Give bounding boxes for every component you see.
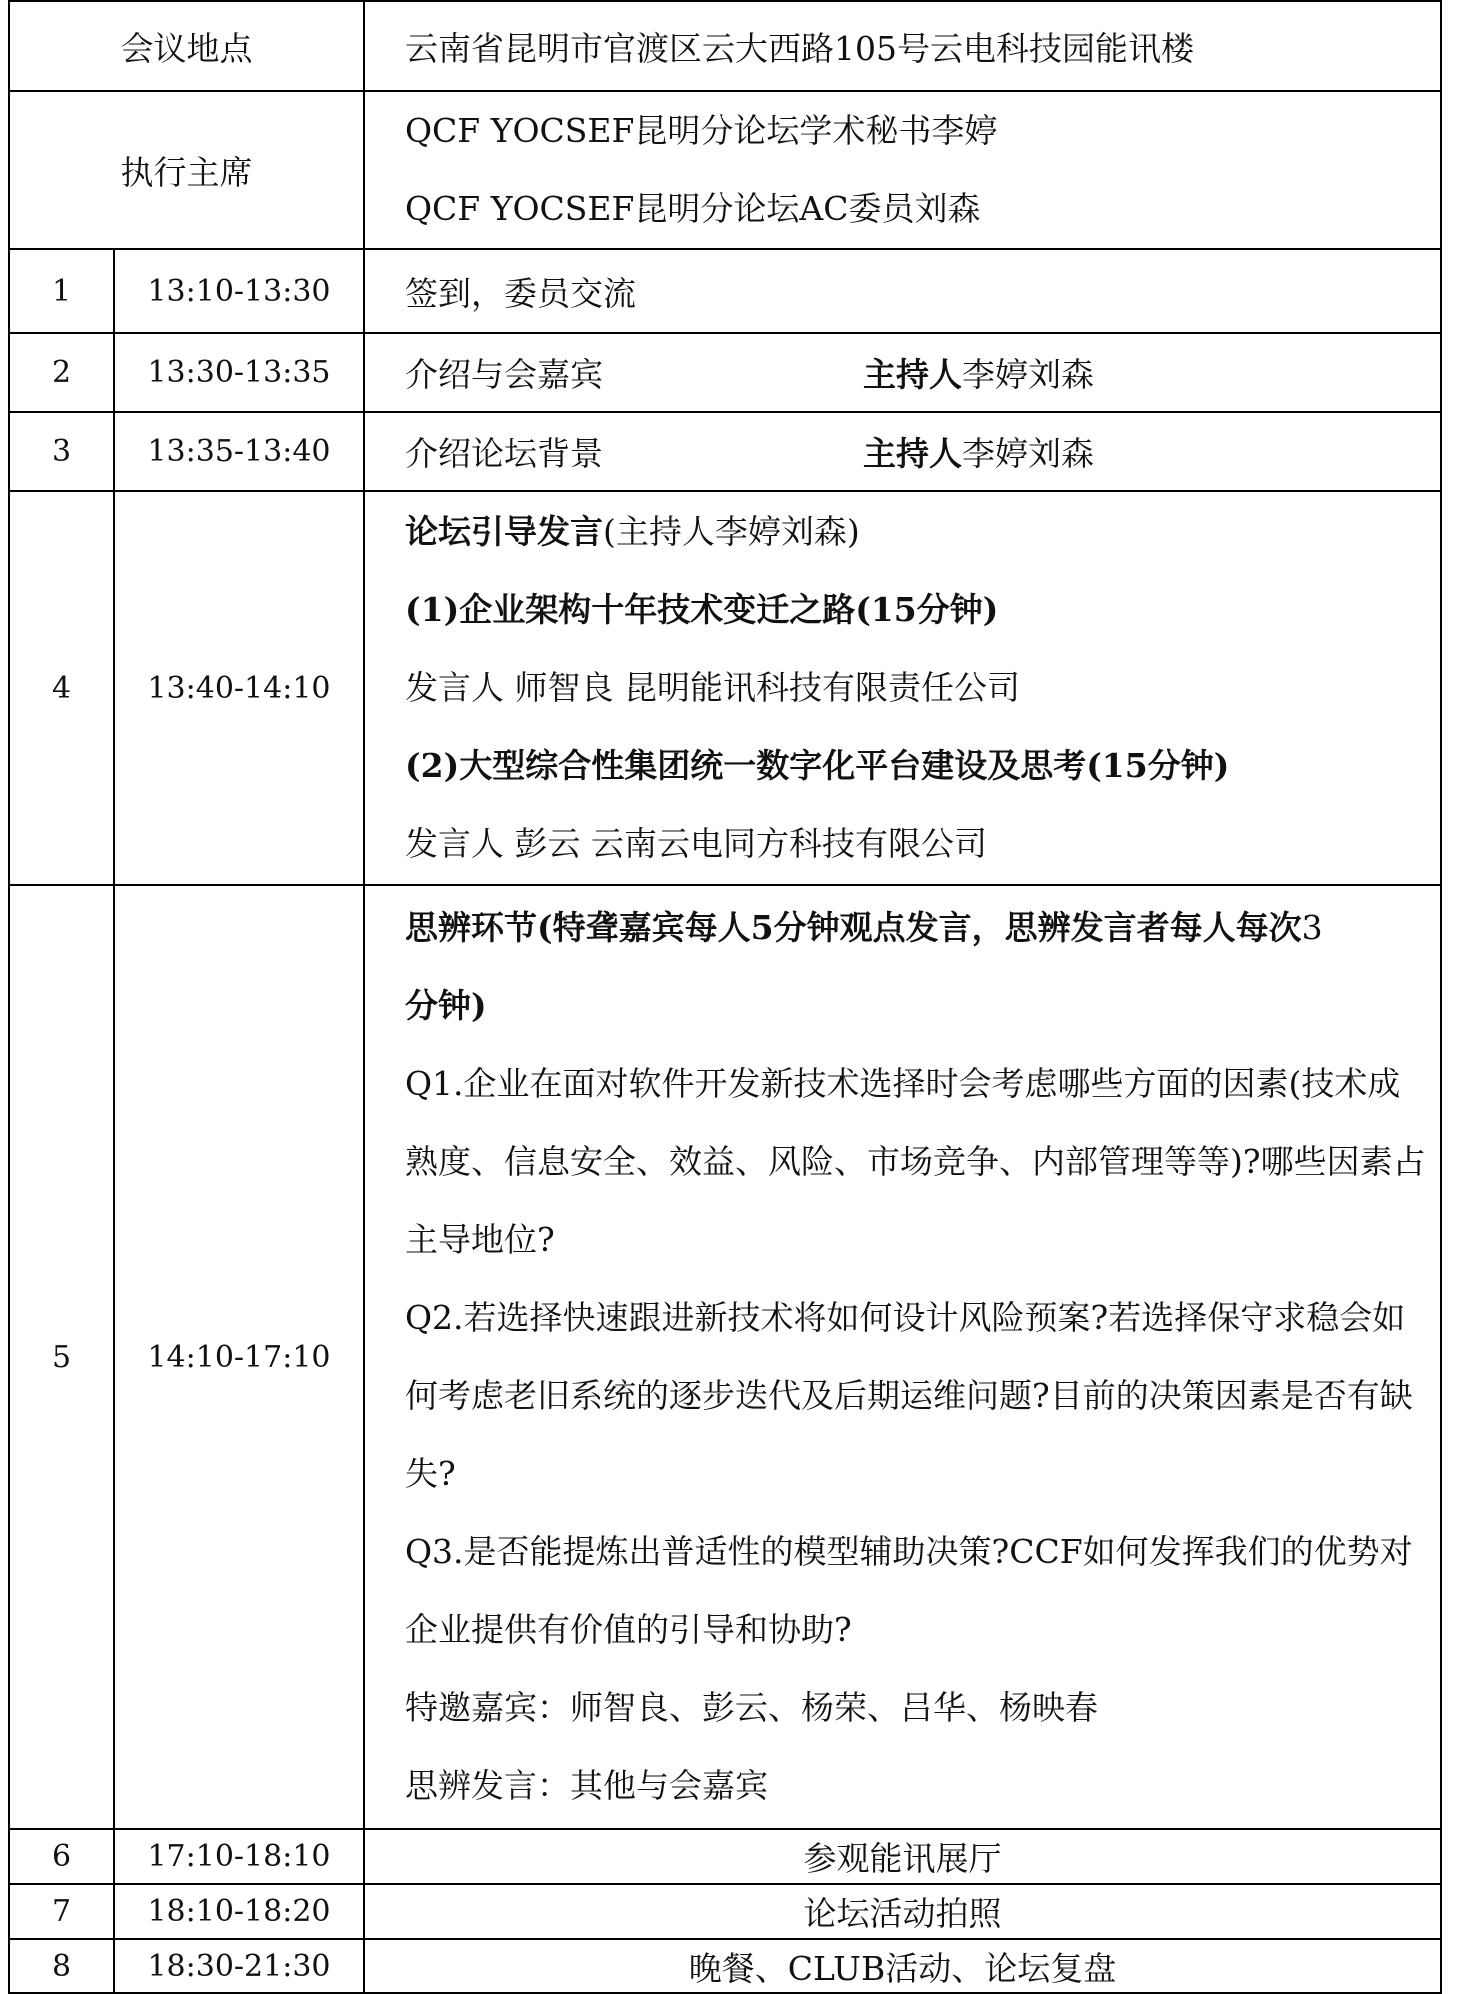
chair-line: QCF YOCSEF昆明分论坛AC委员刘森 [405, 189, 981, 228]
venue-row [9, 1, 1441, 91]
table-row [9, 249, 1441, 333]
row-time: 13:10-13:30 [114, 249, 364, 333]
session-title [405, 493, 1440, 571]
row-content [364, 885, 1441, 1829]
row-text: 参观能讯展厅 [364, 1829, 1441, 1884]
table-row [9, 1939, 1441, 1993]
row-time: 13:40-14:10 [114, 491, 364, 885]
chairs-list [364, 91, 1441, 249]
row-text: 晚餐、CLUB活动、论坛复盘 [364, 1939, 1441, 1993]
row-content [364, 333, 1441, 412]
row-text: 论坛活动拍照 [364, 1884, 1441, 1939]
table-row [9, 412, 1441, 491]
host-names: 李婷刘森 [962, 434, 1094, 473]
topic-title: (2)大型综合性集团统一数字化平台建设及思考(15分钟) [405, 746, 1230, 785]
chairs-row [9, 91, 1441, 249]
row-number: 7 [9, 1884, 114, 1939]
row-text: 签到，委员交流 [364, 249, 1441, 333]
row-content [364, 412, 1441, 491]
row-number: 6 [9, 1829, 114, 1884]
session-title [405, 889, 1440, 967]
chairs-label: 执行主席 [9, 91, 364, 249]
table-row [9, 885, 1441, 1829]
row-time: 18:30-21:30 [114, 1939, 364, 1993]
host-names: 李婷刘森 [962, 355, 1094, 394]
host-label: 主持人 [863, 355, 962, 394]
agenda-table [8, 0, 1442, 1994]
row-number: 1 [9, 249, 114, 333]
row-text: 介绍与会嘉宾 [405, 355, 603, 394]
question-1: Q1.企业在面对软件开发新技术选择时会考虑哪些方面的因素(技术成熟度、信息安全、效益、风险、市场竞争、内部管理等等)?哪些因素占主导地位? [405, 1064, 1426, 1259]
session-title-bold: 思辨环节(特聋嘉宾每人5分钟观点发言，思辨发言者每人每次 [405, 908, 1302, 947]
table-row [9, 333, 1441, 412]
session-title-bold: 论坛引导发言 [405, 512, 603, 551]
speaker-line: 发言人 彭云 云南云电同方科技有限公司 [405, 824, 987, 863]
row-number: 4 [9, 491, 114, 885]
session-title-tail: 3 [1301, 908, 1323, 947]
table-row [9, 491, 1441, 885]
venue-value: 云南省昆明市官渡区云大西路105号云电科技园能讯楼 [364, 1, 1441, 91]
debate-line: 思辨发言：其他与会嘉宾 [405, 1766, 768, 1805]
venue-label: 会议地点 [9, 1, 364, 91]
speaker-line: 发言人 师智良 昆明能讯科技有限责任公司 [405, 668, 1020, 707]
topic-title: (1)企业架构十年技术变迁之路(15分钟) [405, 590, 999, 629]
row-time: 17:10-18:10 [114, 1829, 364, 1884]
row-content [364, 491, 1441, 885]
row-number: 3 [9, 412, 114, 491]
guests-line: 特邀嘉宾：师智良、彭云、杨荣、吕华、杨映春 [405, 1688, 1098, 1727]
chair-line: QCF YOCSEF昆明分论坛学术秘书李婷 [405, 111, 998, 150]
row-text: 介绍论坛背景 [405, 434, 603, 473]
table-row [9, 1884, 1441, 1939]
session-title-rest: (主持人李婷刘森) [603, 512, 860, 551]
host-label: 主持人 [863, 434, 962, 473]
row-time: 14:10-17:10 [114, 885, 364, 1829]
table-row [9, 1829, 1441, 1884]
row-number: 2 [9, 333, 114, 412]
row-number: 5 [9, 885, 114, 1829]
row-time: 18:10-18:20 [114, 1884, 364, 1939]
question-2: Q2.若选择快速跟进新技术将如何设计风险预案?若选择保守求稳会如何考虑老旧系统的逐步迭代及后期运维问题?目前的决策因素是否有缺失? [405, 1298, 1413, 1493]
question-3: Q3.是否能提炼出普适性的模型辅助决策?CCF如何发挥我们的优势对企业提供有价值的引导和协助? [405, 1532, 1413, 1649]
row-time: 13:30-13:35 [114, 333, 364, 412]
row-time: 13:35-13:40 [114, 412, 364, 491]
row-number: 8 [9, 1939, 114, 1993]
session-title-line2: 分钟) [405, 986, 487, 1025]
